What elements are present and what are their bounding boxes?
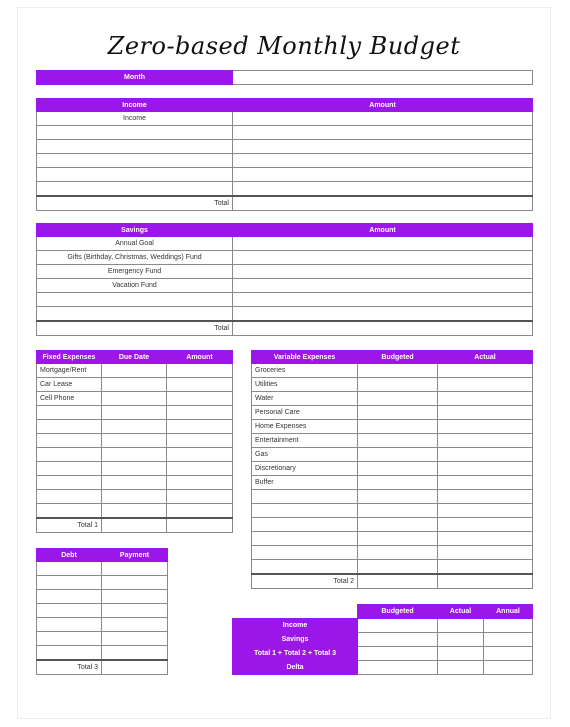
income-row-label: Income xyxy=(37,112,233,126)
variable-expense-label xyxy=(252,490,358,504)
fixed-expense-label xyxy=(37,476,102,490)
fixed-expense-label xyxy=(37,504,102,519)
summary-cell[interactable] xyxy=(358,660,438,674)
income-row-label xyxy=(37,168,233,182)
fixed-expenses-table xyxy=(36,350,233,533)
budgeted-cell[interactable] xyxy=(358,546,438,560)
total-1-label: Total 1 xyxy=(37,518,102,533)
payment-cell[interactable] xyxy=(102,646,168,661)
total-3-label: Total 3 xyxy=(37,660,102,675)
actual-cell[interactable] xyxy=(438,420,533,434)
income-amount-cell[interactable] xyxy=(233,126,533,140)
savings-amount-header: Amount xyxy=(233,224,533,237)
budgeted-cell[interactable] xyxy=(358,434,438,448)
fixed-expense-label xyxy=(37,462,102,476)
variable-expense-label: Home Expenses xyxy=(252,420,358,434)
total-2-cell[interactable] xyxy=(358,574,438,589)
due-date-cell[interactable] xyxy=(102,364,167,378)
total-3-cell[interactable] xyxy=(102,660,168,675)
savings-row-label: Annual Goal xyxy=(37,237,233,251)
page-title: Zero-based Monthly Budget xyxy=(107,32,461,60)
budgeted-cell[interactable] xyxy=(358,406,438,420)
actual-cell[interactable] xyxy=(438,532,533,546)
due-date-header: Due Date xyxy=(102,351,167,364)
income-header: Income xyxy=(37,99,233,112)
total-1-cell[interactable] xyxy=(167,518,233,533)
summary-cell[interactable] xyxy=(484,632,533,646)
summary-cell[interactable] xyxy=(484,660,533,674)
month-table xyxy=(36,70,533,85)
budgeted-cell[interactable] xyxy=(358,392,438,406)
fixed-amount-cell[interactable] xyxy=(167,434,233,448)
summary-cell[interactable] xyxy=(358,632,438,646)
savings-amount-cell[interactable] xyxy=(233,265,533,279)
summary-budgeted-header: Budgeted xyxy=(358,605,438,619)
budgeted-cell[interactable] xyxy=(358,504,438,518)
total-2-cell[interactable] xyxy=(438,574,533,589)
variable-expense-label: Water xyxy=(252,392,358,406)
fixed-amount-cell[interactable] xyxy=(167,420,233,434)
actual-cell[interactable] xyxy=(438,392,533,406)
income-amount-cell[interactable] xyxy=(233,112,533,126)
fixed-amount-cell[interactable] xyxy=(167,476,233,490)
due-date-cell[interactable] xyxy=(102,476,167,490)
month-field[interactable] xyxy=(233,71,533,85)
fixed-expense-label xyxy=(37,490,102,504)
actual-cell[interactable] xyxy=(438,490,533,504)
fixed-amount-cell[interactable] xyxy=(167,462,233,476)
income-row-label xyxy=(37,154,233,168)
fixed-expenses-header: Fixed Expenses xyxy=(37,351,102,364)
debt-cell[interactable] xyxy=(37,618,102,632)
total-1-cell[interactable] xyxy=(102,518,167,533)
variable-expense-label xyxy=(252,546,358,560)
variable-expense-label: Gas xyxy=(252,448,358,462)
income-row-label xyxy=(37,126,233,140)
savings-amount-cell[interactable] xyxy=(233,237,533,251)
variable-expense-label xyxy=(252,504,358,518)
savings-amount-cell[interactable] xyxy=(233,279,533,293)
actual-cell[interactable] xyxy=(438,406,533,420)
budgeted-cell[interactable] xyxy=(358,448,438,462)
savings-total-label: Total xyxy=(37,321,233,336)
fixed-amount-header: Amount xyxy=(167,351,233,364)
variable-expenses-table xyxy=(251,350,533,589)
debt-table xyxy=(36,548,168,675)
budgeted-cell[interactable] xyxy=(358,560,438,575)
variable-expense-label: Buffer xyxy=(252,476,358,490)
income-amount-header: Amount xyxy=(233,99,533,112)
summary-cell[interactable] xyxy=(358,618,438,632)
due-date-cell[interactable] xyxy=(102,392,167,406)
income-amount-cell[interactable] xyxy=(233,140,533,154)
variable-expense-label: Groceries xyxy=(252,364,358,378)
summary-annual-header: Annual xyxy=(484,605,533,619)
budgeted-cell[interactable] xyxy=(358,462,438,476)
variable-expense-label: Entertainment xyxy=(252,434,358,448)
due-date-cell[interactable] xyxy=(102,434,167,448)
summary-cell[interactable] xyxy=(358,646,438,660)
summary-cell[interactable] xyxy=(438,632,484,646)
actual-cell[interactable] xyxy=(438,462,533,476)
budgeted-cell[interactable] xyxy=(358,518,438,532)
savings-row-label: Vacation Fund xyxy=(37,279,233,293)
summary-table xyxy=(232,604,533,675)
savings-amount-cell[interactable] xyxy=(233,307,533,322)
budgeted-cell[interactable] xyxy=(358,532,438,546)
due-date-cell[interactable] xyxy=(102,490,167,504)
savings-row-label: Emergency Fund xyxy=(37,265,233,279)
payment-cell[interactable] xyxy=(102,618,168,632)
savings-total-cell[interactable] xyxy=(233,321,533,336)
debt-header: Debt xyxy=(37,549,102,562)
fixed-amount-cell[interactable] xyxy=(167,406,233,420)
due-date-cell[interactable] xyxy=(102,420,167,434)
fixed-expense-label xyxy=(37,420,102,434)
income-total-cell[interactable] xyxy=(233,196,533,211)
summary-row-label: Total 1 + Total 2 + Total 3 xyxy=(233,646,358,660)
fixed-amount-cell[interactable] xyxy=(167,490,233,504)
actual-cell[interactable] xyxy=(438,518,533,532)
fixed-amount-cell[interactable] xyxy=(167,504,233,519)
debt-cell[interactable] xyxy=(37,604,102,618)
budgeted-cell[interactable] xyxy=(358,378,438,392)
payment-cell[interactable] xyxy=(102,632,168,646)
summary-cell[interactable] xyxy=(438,618,484,632)
actual-cell[interactable] xyxy=(438,560,533,575)
savings-amount-cell[interactable] xyxy=(233,251,533,265)
savings-amount-cell[interactable] xyxy=(233,293,533,307)
savings-table xyxy=(36,223,533,336)
income-total-label: Total xyxy=(37,196,233,211)
income-amount-cell[interactable] xyxy=(233,154,533,168)
total-2-label: Total 2 xyxy=(252,574,358,589)
variable-expense-label xyxy=(252,532,358,546)
savings-header: Savings xyxy=(37,224,233,237)
fixed-expense-label xyxy=(37,434,102,448)
actual-cell[interactable] xyxy=(438,476,533,490)
debt-cell[interactable] xyxy=(37,590,102,604)
fixed-amount-cell[interactable] xyxy=(167,378,233,392)
debt-cell[interactable] xyxy=(37,562,102,576)
payment-cell[interactable] xyxy=(102,562,168,576)
due-date-cell[interactable] xyxy=(102,378,167,392)
actual-cell[interactable] xyxy=(438,448,533,462)
summary-row-label: Savings xyxy=(233,632,358,646)
due-date-cell[interactable] xyxy=(102,406,167,420)
month-label: Month xyxy=(37,71,233,85)
debt-cell[interactable] xyxy=(37,646,102,661)
fixed-expense-label: Cell Phone xyxy=(37,392,102,406)
variable-expenses-header: Variable Expenses xyxy=(252,351,358,364)
income-amount-cell[interactable] xyxy=(233,182,533,197)
income-row-label xyxy=(37,182,233,197)
budgeted-cell[interactable] xyxy=(358,364,438,378)
income-row-label xyxy=(37,140,233,154)
due-date-cell[interactable] xyxy=(102,448,167,462)
fixed-expense-label xyxy=(37,448,102,462)
summary-actual-header: Actual xyxy=(438,605,484,619)
fixed-expense-label: Mortgage/Rent xyxy=(37,364,102,378)
due-date-cell[interactable] xyxy=(102,504,167,519)
variable-expense-label xyxy=(252,518,358,532)
savings-row-label: Gifts (Birthday, Christmas, Weddings) Fund xyxy=(37,251,233,265)
fixed-amount-cell[interactable] xyxy=(167,364,233,378)
budgeted-cell[interactable] xyxy=(358,420,438,434)
debt-cell[interactable] xyxy=(37,576,102,590)
fixed-expense-label: Car Lease xyxy=(37,378,102,392)
savings-row-label xyxy=(37,307,233,322)
fixed-amount-cell[interactable] xyxy=(167,448,233,462)
actual-cell[interactable] xyxy=(438,434,533,448)
summary-row-label: Income xyxy=(233,618,358,632)
variable-expense-label xyxy=(252,560,358,575)
fixed-expense-label xyxy=(37,406,102,420)
payment-cell[interactable] xyxy=(102,576,168,590)
budgeted-cell[interactable] xyxy=(358,476,438,490)
summary-row-label: Delta xyxy=(233,660,358,674)
summary-cell[interactable] xyxy=(484,646,533,660)
savings-row-label xyxy=(37,293,233,307)
due-date-cell[interactable] xyxy=(102,462,167,476)
actual-cell[interactable] xyxy=(438,378,533,392)
variable-expense-label: Personal Care xyxy=(252,406,358,420)
actual-cell[interactable] xyxy=(438,364,533,378)
payment-cell[interactable] xyxy=(102,590,168,604)
actual-cell[interactable] xyxy=(438,504,533,518)
income-table xyxy=(36,98,533,211)
debt-cell[interactable] xyxy=(37,632,102,646)
payment-cell[interactable] xyxy=(102,604,168,618)
variable-expense-label: Discretionary xyxy=(252,462,358,476)
budgeted-cell[interactable] xyxy=(358,490,438,504)
summary-corner xyxy=(233,605,358,619)
payment-header: Payment xyxy=(102,549,168,562)
actual-cell[interactable] xyxy=(438,546,533,560)
income-amount-cell[interactable] xyxy=(233,168,533,182)
summary-cell[interactable] xyxy=(484,618,533,632)
summary-cell[interactable] xyxy=(438,660,484,674)
summary-cell[interactable] xyxy=(438,646,484,660)
fixed-amount-cell[interactable] xyxy=(167,392,233,406)
actual-header: Actual xyxy=(438,351,533,364)
budgeted-header: Budgeted xyxy=(358,351,438,364)
variable-expense-label: Utilities xyxy=(252,378,358,392)
